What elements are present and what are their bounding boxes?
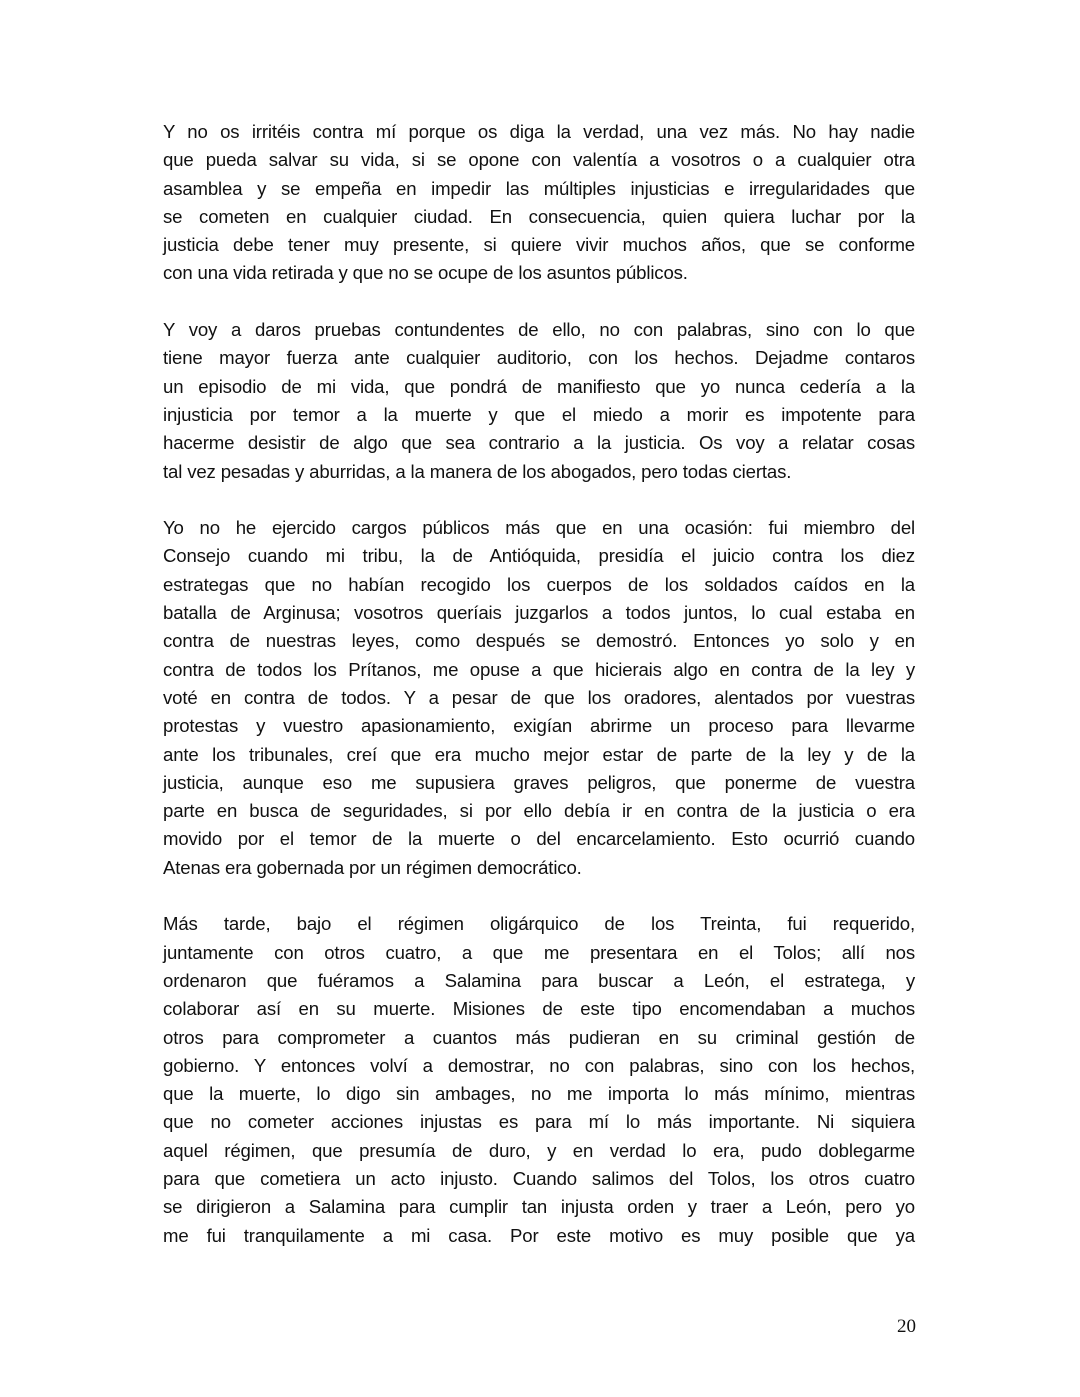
text-line: Yo no he ejercido cargos públicos más que en una ocasión: fui miembro del xyxy=(163,517,915,539)
text-line: Consejo cuando mi tribu, la de Antióquida, presidía el juicio contra los diez xyxy=(163,545,915,567)
text-line: injusticia por temor a la muerte y que el miedo a morir es impotente para xyxy=(163,403,915,425)
text-line: batalla de Arginusa; vosotros queríais juzgarlos a todos juntos, lo cual estaba en xyxy=(163,602,915,624)
paragraph xyxy=(163,118,915,288)
text-line: se dirigieron a Salamina para cumplir tan injusta orden y traer a León, pero yo xyxy=(163,1196,915,1218)
text-line: Y no os irritéis contra mí porque os diga la verdad, una vez más. No hay nadie xyxy=(163,121,915,142)
text-line: que la muerte, lo digo sin ambages, no me importa lo más mínimo, mientras xyxy=(163,1083,915,1105)
text-line: tal vez pesadas y aburridas, a la manera de los abogados, pero todas ciertas. xyxy=(163,460,792,482)
text-line: hacerme desistir de algo que sea contrario a la justicia. Os voy a relatar cosas xyxy=(163,432,915,454)
text-line: un episodio de mi vida, que pondrá de manifiesto que yo nunca cedería a la xyxy=(163,375,915,397)
text-line: Atenas era gobernada por un régimen democrático. xyxy=(163,856,582,878)
text-line: justicia, aunque eso me supusiera graves peligros, que ponerme de vuestra xyxy=(163,771,915,793)
text-line: Y voy a daros pruebas contundentes de ello, no con palabras, sino con lo que xyxy=(163,319,915,341)
text-line: estrategas que no habían recogido los cuerpos de los soldados caídos en la xyxy=(163,573,915,595)
text-line: ante los tribunales, creí que era mucho mejor estar de parte de la ley y de la xyxy=(163,743,915,765)
text-line: justicia debe tener muy presente, si quiere vivir muchos años, que se conforme xyxy=(163,234,915,256)
text-line: contra de nuestras leyes, como después se demostró. Entonces yo solo y en xyxy=(163,630,915,652)
text-line: otros para comprometer a cuantos más pudieran en su criminal gestión de xyxy=(163,1026,915,1048)
text-line: movido por el temor de la muerte o del encarcelamiento. Esto ocurrió cuando xyxy=(163,828,915,850)
text-line: me fui tranquilamente a mi casa. Por este motivo es muy posible que ya xyxy=(163,1224,915,1246)
text-line: se cometen en cualquier ciudad. En consecuencia, quien quiera luchar por la xyxy=(163,205,915,227)
text-line: asamblea y se empeña en impedir las múltiples injusticias e irregularidades que xyxy=(163,177,915,199)
text-line: contra de todos los Prítanos, me opuse a que hicierais algo en contra de la ley y xyxy=(163,658,915,680)
paragraph xyxy=(163,316,915,486)
text-line: juntamente con otros cuatro, a que me presentara en el Tolos; allí nos xyxy=(163,941,915,963)
text-line: tiene mayor fuerza ante cualquier auditorio, con los hechos. Dejadme contaros xyxy=(163,347,915,369)
paragraph xyxy=(163,514,915,882)
text-line: que pueda salvar su vida, si se opone con valentía a vosotros o a cualquier otra xyxy=(163,149,915,171)
text-line: gobierno. Y entonces volví a demostrar, no con palabras, sino con los hechos, xyxy=(163,1054,915,1076)
text-line: Más tarde, bajo el régimen oligárquico de los Treinta, fui requerido, xyxy=(163,913,915,935)
text-line: parte en busca de seguridades, si por ello debía ir en contra de la justicia o era xyxy=(163,800,915,822)
text-line: para que cometiera un acto injusto. Cuando salimos del Tolos, los otros cuatro xyxy=(163,1167,915,1189)
document-body xyxy=(163,118,915,1278)
text-line: ordenaron que fuéramos a Salamina para buscar a León, el estratega, y xyxy=(163,969,915,991)
page-number: 20 xyxy=(897,1316,916,1337)
text-line: que no cometer acciones injustas es para mí lo más importante. Ni siquiera xyxy=(163,1111,915,1133)
paragraph xyxy=(163,910,915,1250)
text-line: voté en contra de todos. Y a pesar de que los oradores, alentados por vuestras xyxy=(163,686,915,708)
text-line: colaborar así en su muerte. Misiones de este tipo encomendaban a muchos xyxy=(163,998,915,1020)
text-line: protestas y vuestro apasionamiento, exigían abrirme un proceso para llevarme xyxy=(163,715,915,737)
text-line: con una vida retirada y que no se ocupe de los asuntos públicos. xyxy=(163,262,688,284)
text-line: aquel régimen, que presumía de duro, y en verdad lo era, pudo doblegarme xyxy=(163,1139,915,1161)
